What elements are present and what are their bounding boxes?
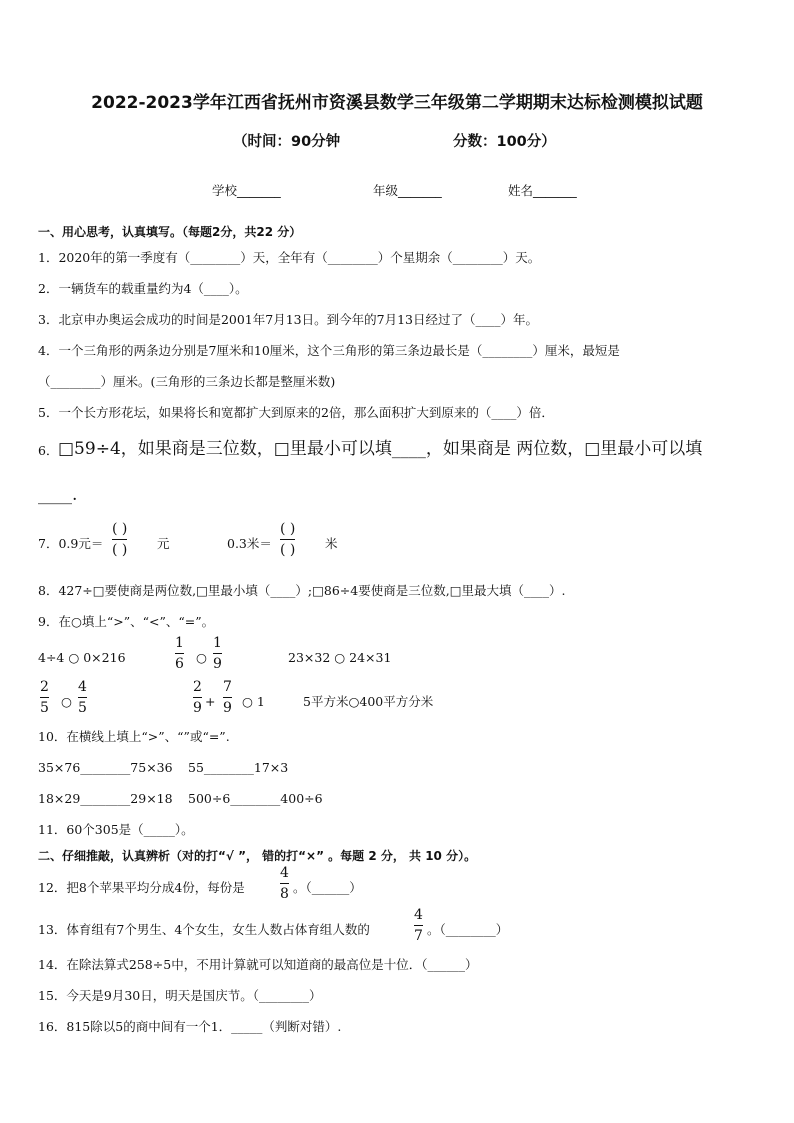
- question-8: 8．427÷□要使商是两位数,□里最小填（____）;□86÷4要使商是三位数,□里最大填（____）.: [38, 583, 566, 598]
- grade-field[interactable]: 年级_______: [373, 183, 442, 198]
- fraction-bar: [40, 697, 49, 698]
- denominator: 9: [223, 700, 232, 716]
- q10-item-4: 500÷6________400÷6: [188, 791, 323, 806]
- q7-right-unit: 米: [325, 536, 338, 551]
- fraction-bar: [280, 883, 289, 884]
- fraction-bar: [414, 925, 423, 926]
- question-9: 9．在○填上“>”、“<”、“=”。: [38, 614, 215, 629]
- question-4-line1: 4．一个三角形的两条边分别是7厘米和10厘米，这个三角形的第三条边最长是（________）厘米，最短是: [38, 343, 620, 358]
- question-5: 5．一个长方形花坛，如果将长和宽都扩大到原来的2倍，那么面积扩大到原来的（____）倍．: [38, 405, 554, 420]
- question-6-number: 6．: [38, 443, 59, 458]
- plus-sign: +: [205, 694, 216, 709]
- q9-fraction-4-5: [78, 680, 87, 715]
- q13-fraction: [414, 908, 423, 943]
- q7-right-numerator-blank[interactable]: ( ): [280, 521, 296, 537]
- fraction-bar: [223, 697, 232, 698]
- question-12: 12．把8个苹果平均分成4份，每份是: [38, 880, 245, 895]
- question-16: 16．815除以5的商中间有一个1．_____（判断对错）.: [38, 1019, 342, 1034]
- q9-item-3: 23×32 ○ 24×31: [288, 650, 392, 665]
- numerator: 2: [193, 679, 202, 695]
- q10-item-2: 55________17×3: [188, 760, 289, 775]
- q12-fraction: [280, 866, 289, 901]
- question-4-line2: （________）厘米。(三角形的三条边长都是整厘米数): [38, 374, 336, 389]
- q7-left-fraction: [112, 522, 127, 557]
- question-3: 3．北京申办奥运会成功的时间是2001年7月13日。到今年的7月13日经过了（____）年。: [38, 312, 538, 327]
- denominator: 9: [213, 656, 222, 672]
- question-1: 1．2020年的第一季度有（________）天，全年有（________）个星期余（________）天。: [38, 250, 541, 265]
- q9-fraction-1-6: [175, 636, 184, 671]
- exam-score: 分数：100分）: [453, 134, 556, 150]
- q9-fraction-7-9: [223, 680, 232, 715]
- denominator: 8: [280, 886, 289, 902]
- q10-item-1: 35×76________75×36: [38, 760, 173, 775]
- numerator: 4: [78, 679, 87, 695]
- numerator: 1: [213, 635, 222, 651]
- school-field[interactable]: 学校_______: [212, 183, 281, 198]
- q10-item-3: 18×29________29×18: [38, 791, 173, 806]
- question-6-line1: □59÷4，如果商是三位数，□里最小可以填____，如果商是 两位数，□里最小可以填: [58, 439, 703, 459]
- q12-answer-blank[interactable]: 。（______）: [293, 880, 362, 895]
- question-10: 10．在横线上填上“>”、“”或“=”.: [38, 729, 230, 744]
- fraction-bar: [112, 539, 127, 540]
- question-6-line2: ____.: [38, 485, 78, 505]
- fraction-bar: [175, 653, 184, 654]
- q13-answer-blank[interactable]: 。（________）: [427, 922, 509, 937]
- q9-compare-1: ○ 1: [242, 694, 265, 709]
- numerator: 4: [414, 907, 423, 923]
- q7-right-denominator-blank[interactable]: ( ): [280, 542, 296, 558]
- exam-title: 2022-2023学年江西省抚州市资溪县数学三年级第二学期期末达标检测模拟试题: [91, 93, 703, 113]
- compare-circle[interactable]: ○: [61, 694, 72, 709]
- denominator: 5: [78, 700, 87, 716]
- fraction-bar: [280, 539, 295, 540]
- q7-left-numerator-blank[interactable]: ( ): [112, 521, 128, 537]
- fraction-bar: [213, 653, 222, 654]
- fraction-bar: [78, 697, 87, 698]
- numerator: 7: [223, 679, 232, 695]
- exam-time: （时间：90分钟: [233, 134, 341, 150]
- section1-heading: 一、用心思考，认真填写。（每题2分，共22 分）: [38, 225, 302, 239]
- question-13: 13．体育组有7个男生、4个女生，女生人数占体育组人数的: [38, 922, 370, 937]
- compare-circle[interactable]: ○: [196, 650, 207, 665]
- question-15: 15．今天是9月30日，明天是国庆节。（________）: [38, 988, 322, 1003]
- numerator: 1: [175, 635, 184, 651]
- q7-left-unit: 元: [157, 536, 170, 551]
- fraction-bar: [193, 697, 202, 698]
- denominator: 7: [414, 928, 423, 944]
- q7-left-denominator-blank[interactable]: ( ): [112, 542, 128, 558]
- q7-right-fraction: [280, 522, 295, 557]
- q9-area-compare: 5平方米○400平方分米: [303, 694, 434, 709]
- question-7-right: 0.3米＝: [227, 536, 272, 551]
- question-2: 2．一辆货车的载重量约为4（____）。: [38, 281, 248, 296]
- q9-fraction-1-9: [213, 636, 222, 671]
- question-14: 14．在除法算式258÷5中，不用计算就可以知道商的最高位是十位．（______）: [38, 957, 478, 972]
- denominator: 9: [193, 700, 202, 716]
- q9-item-1: 4÷4 ○ 0×216: [38, 650, 126, 665]
- numerator: 2: [40, 679, 49, 695]
- section2-heading: 二、仔细推敲，认真辨析（对的打“√ ”， 错的打“×” 。每题 2 分， 共 10 分）。: [38, 849, 477, 863]
- name-field[interactable]: 姓名_______: [508, 183, 577, 198]
- q9-fraction-2-5: [40, 680, 49, 715]
- denominator: 5: [40, 700, 49, 716]
- denominator: 6: [175, 656, 184, 672]
- question-7-left: 7．0.9元＝: [38, 536, 104, 551]
- numerator: 4: [280, 865, 289, 881]
- q9-fraction-2-9: [193, 680, 202, 715]
- question-11: 11．60个305是（_____）。: [38, 822, 194, 837]
